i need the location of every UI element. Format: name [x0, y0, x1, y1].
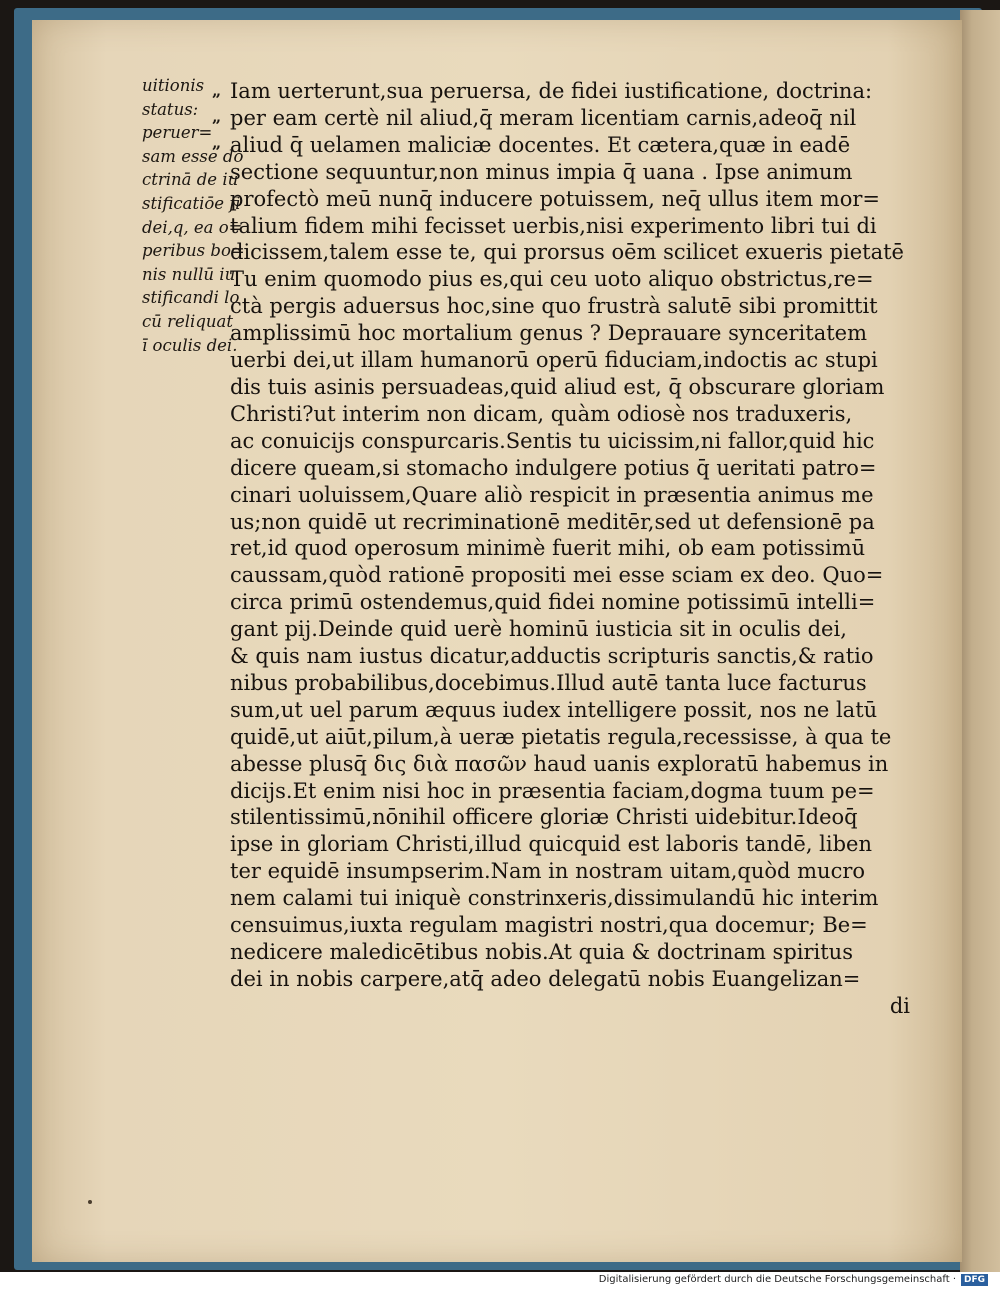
marginal-note-line: peribus bo= — [142, 241, 245, 261]
text-line: sum,ut uel parum æquus iudex intelligere possit, nos ne latū — [230, 697, 878, 722]
marginal-note-line: stificandi lo — [142, 288, 240, 308]
marginal-note-line: uitionis — [142, 76, 205, 95]
text-line: dicissem,talem esse te, qui prorsus oēm scilicet exueris pietatē — [230, 240, 904, 265]
marginal-note-line: ctrinā de iu — [142, 170, 239, 190]
text-line: nedicere maledicētibus nobis.At quia & doctrinam spiritus — [230, 940, 853, 964]
text-line: uerbi dei,ut illam humanorū operū fiduciam,indoctis ac stupi — [230, 348, 878, 373]
text-line: quidē,ut aiūt,pilum,à ueræ pietatis regula,recessisse, à qua te — [230, 724, 892, 749]
dfg-logo: DFG — [961, 1274, 988, 1286]
text-line: gant pij.Deinde quid uerè hominū iusticia sit in oculis dei, — [230, 617, 847, 642]
text-line: caussam,quòd rationē propositi mei esse sciam ex deo. Quo= — [230, 563, 884, 588]
text-line: ac conuicijs conspurcaris.Sentis tu uicissim,ni fallor,quid hic — [230, 428, 875, 453]
text-line: cinari uoluissem,Quare aliò respicit in præsentia animus me — [230, 482, 874, 507]
text-line: ter equidē insumpserim.Nam in nostram uitam,quòd mucro — [230, 859, 866, 884]
text-line: profectò meū nunq̄ inducere potuissem, neq̄ ullus item mor= — [230, 186, 880, 211]
marginal-note-line: nis nullū iu — [142, 264, 236, 284]
quote-mark: „ — [212, 133, 222, 152]
text-line: dicijs.Et enim nisi hoc in præsentia faciam,dogma tuum pe= — [230, 778, 875, 803]
text-line: talium fidem mihi fecisset uerbis,nisi experimento libri tui di — [230, 213, 877, 238]
text-line: stilentissimū,nōnihil officere gloriæ Christi uidebitur.Ideoq̄ — [230, 805, 858, 830]
text-line: ipse in gloriam Christi,illud quicquid est laboris tandē, liben — [230, 832, 872, 857]
text-line: Christi?ut interim non dicam, quàm odiosè nos traduxeris, — [230, 401, 853, 426]
text-line: censuimus,iuxta regulam magistri nostri,qua docemur; Be= — [230, 913, 868, 938]
text-line: dicere queam,si stomacho indulgere potius q̄ ueritati patro= — [230, 455, 877, 480]
text-line: & quis nam iustus dicatur,adductis scripturis sanctis,& ratio — [230, 644, 874, 669]
text-line: us;non quidē ut recriminationē meditēr,sed ut defensionē pa — [230, 509, 875, 534]
quote-mark: „ — [212, 81, 222, 100]
text-line: dei in nobis carpere,atq̄ adeo delegatū nobis Euangelizan= — [230, 966, 861, 991]
text-line: amplissimū hoc mortalium genus ? Deprauare synceritatem — [230, 321, 868, 346]
text-line: dis tuis asinis persuadeas,quid aliud est, q̄ obscurare gloriam — [230, 374, 885, 399]
page-speck — [88, 1200, 92, 1204]
marginal-note-line: cū reliquat — [142, 311, 233, 331]
marginal-note-line: ī oculis dei. — [142, 335, 238, 355]
quote-mark: „ — [212, 107, 222, 126]
footer-credit: Digitalisierung gefördert durch die Deutsche Forschungsgemeinschaft · — [598, 1274, 956, 1285]
text-line: ret,id quod operosum minimè fuerit mihi, ob eam potissimū — [230, 536, 866, 561]
marginal-note-line: sam esse do — [142, 146, 244, 166]
text-line: Iam uerterunt,sua peruersa, de fidei iustificatione, doctrina: — [230, 79, 873, 103]
text-line: nem calami tui iniquè constrinxeris,dissimulandū hic interim — [230, 886, 879, 911]
text-line: circa primū ostendemus,quid fidei nomine potissimū intelli= — [230, 590, 876, 615]
text-line: aliud q̄ uelamen maliciæ docentes. Et cætera,quæ in eadē — [230, 132, 851, 157]
text-line: Tu enim quomodo pius es,qui ceu uoto aliquo obstrictus,re= — [230, 267, 874, 292]
marginal-note-line: dei,q, ea o= — [142, 217, 243, 237]
text-line: nibus probabilibus,docebimus.Illud autē tanta luce facturus — [230, 670, 867, 695]
text-line: abesse plusq̄ δις διὰ πασῶν haud uanis exploratū habemus in — [230, 751, 889, 776]
main-text-block — [230, 78, 910, 1020]
marginal-note-line: stificatiōe fi — [142, 193, 241, 213]
text-line: per eam certè nil aliud,q̄ meram licentiam carnis,adeoq̄ nil — [230, 105, 857, 130]
adjacent-page-edge — [960, 10, 1000, 1272]
text-line: di — [889, 993, 910, 1018]
marginal-note-line: status: — [142, 99, 199, 119]
text-line: sectione sequuntur,non minus impia q̄ uana . Ipse animum — [230, 159, 853, 184]
text-line: ctà pergis aduersus hoc,sine quo frustrà salutē sibi promittit — [230, 294, 878, 319]
marginal-note-line: peruer= — [142, 123, 213, 143]
